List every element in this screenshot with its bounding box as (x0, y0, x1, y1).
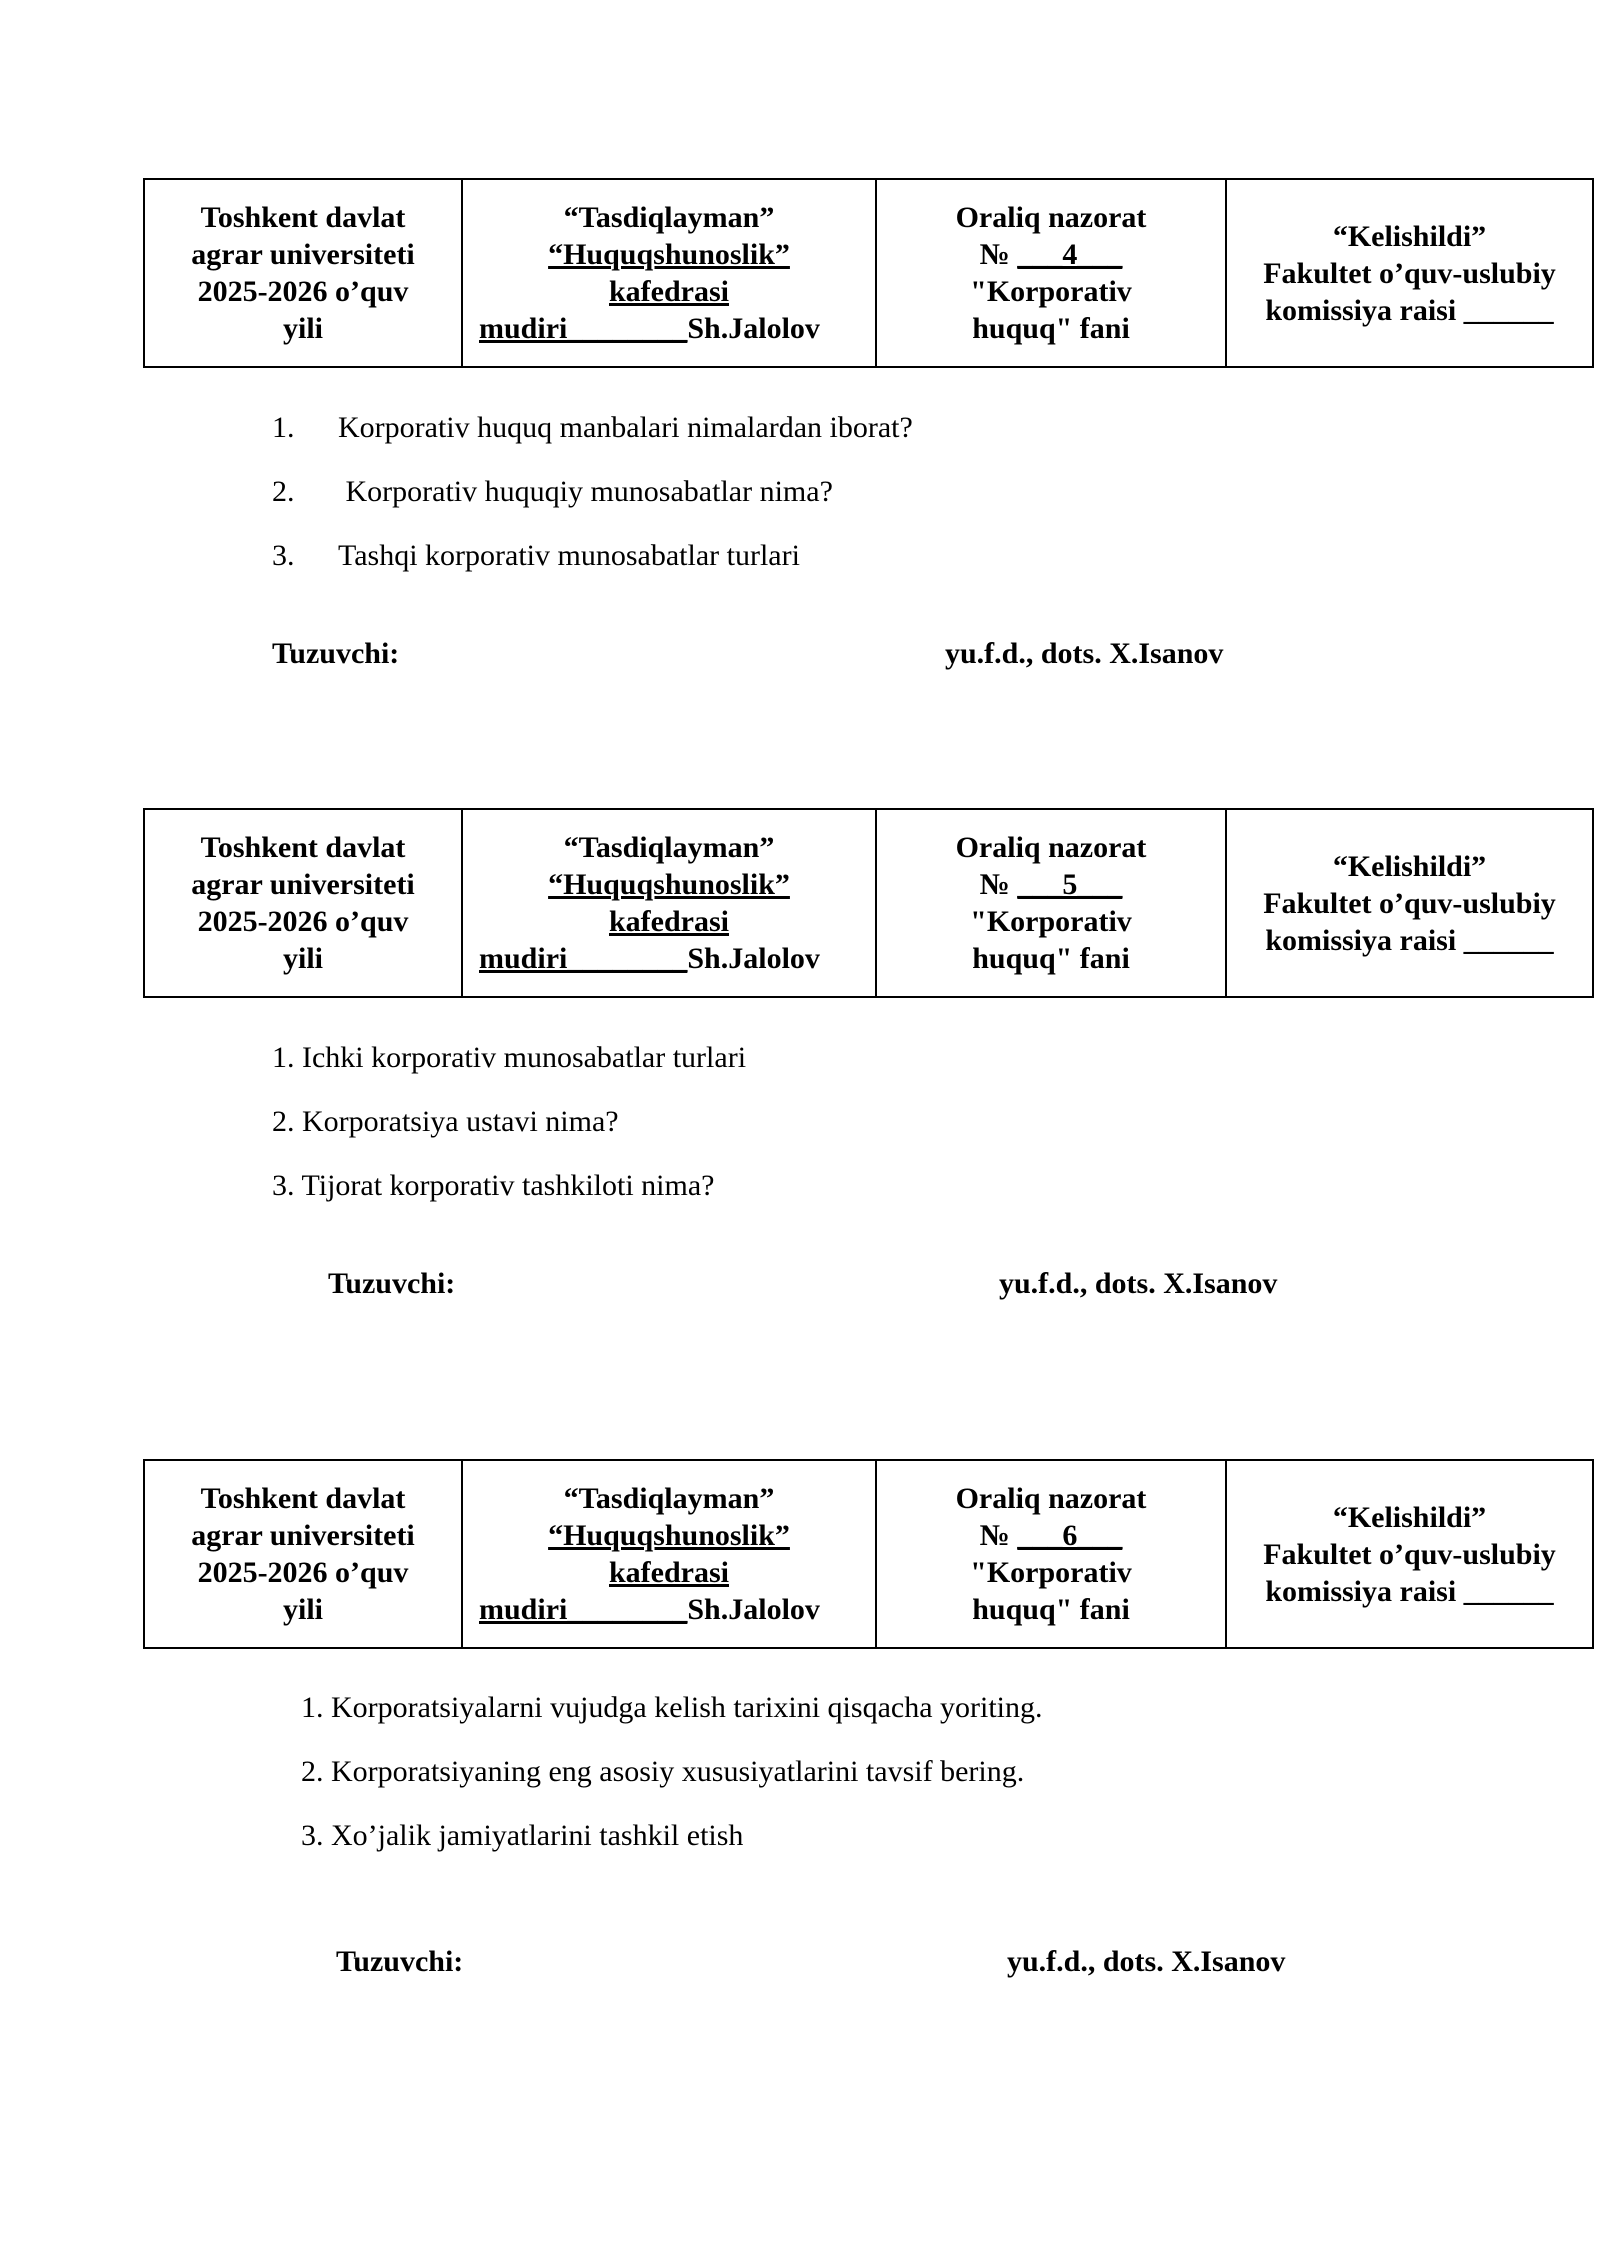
question-number: 2. (272, 1105, 295, 1138)
list-item (272, 475, 913, 539)
question-number: 3. (272, 1169, 295, 1202)
list-item (272, 1041, 746, 1105)
subject-line: "Korporativ (970, 275, 1132, 308)
agreement-line: komissiya raisi ______ (1265, 293, 1554, 327)
department-label: kafedrasi (609, 1556, 729, 1589)
list-item (272, 1105, 746, 1169)
agreement-title: “Kelishildi” (1332, 219, 1487, 253)
number-sign: № (979, 1519, 1018, 1552)
control-cell (876, 809, 1226, 997)
academic-year-line: 2025-2026 o’quv (197, 1556, 409, 1589)
approval-title: “Tasdiqlayman” (563, 831, 775, 864)
university-line: agrar universiteti (191, 868, 415, 901)
question-text: Korporatsiyalarni vujudga kelish tarixini qisqacha yoriting. (331, 1691, 1043, 1724)
question-list (301, 1691, 1043, 1883)
ticket-number-line (883, 866, 1219, 903)
academic-year-line: yili (282, 312, 323, 345)
academic-year-line: yili (282, 942, 323, 975)
agreement-title: “Kelishildi” (1332, 849, 1487, 883)
question-list (272, 411, 913, 603)
question-number: 3. (272, 539, 295, 572)
question-text: Korporatsiyaning eng asosiy xususiyatlarini tavsif bering. (331, 1755, 1025, 1788)
ticket-number-line (883, 1517, 1219, 1554)
list-item (272, 411, 913, 475)
author-label: Tuzuvchi: (272, 637, 400, 670)
agreement-title: “Kelishildi” (1332, 1500, 1487, 1534)
agreement-line: Fakultet o’quv-uslubiy (1263, 1537, 1556, 1571)
question-text: Korporativ huquq manbalari nimalardan iborat? (338, 411, 913, 444)
department-name: “Huquqshunoslik” (548, 868, 790, 901)
approval-cell (462, 1460, 876, 1648)
subject-line: huquq" fani (972, 1593, 1130, 1626)
agreement-cell (1226, 809, 1593, 997)
question-number: 3. (301, 1819, 324, 1852)
ticket-number: ___5___ (1017, 868, 1123, 901)
department-label: kafedrasi (609, 905, 729, 938)
question-text: Tashqi korporativ munosabatlar turlari (338, 539, 800, 572)
subject-line: huquq" fani (972, 312, 1130, 345)
department-label: kafedrasi (609, 275, 729, 308)
author-label: Tuzuvchi: (328, 1267, 456, 1300)
control-title: Oraliq nazorat (955, 1482, 1147, 1515)
agreement-line: komissiya raisi ______ (1265, 923, 1554, 957)
head-signature-line (469, 1591, 869, 1628)
list-item (301, 1755, 1043, 1819)
question-number: 2. (301, 1755, 324, 1788)
number-sign: № (979, 868, 1018, 901)
number-sign: № (979, 238, 1018, 271)
author-name: yu.f.d., dots. X.Isanov (945, 637, 1224, 670)
list-item (272, 539, 913, 603)
control-title: Oraliq nazorat (955, 831, 1147, 864)
academic-year-line: 2025-2026 o’quv (197, 275, 409, 308)
agreement-line: Fakultet o’quv-uslubiy (1263, 256, 1556, 290)
question-text: Xo’jalik jamiyatlarini tashkil etish (331, 1819, 744, 1852)
head-label: mudiri________ (479, 312, 688, 345)
university-line: Toshkent davlat (200, 1482, 406, 1515)
agreement-line: komissiya raisi ______ (1265, 1574, 1554, 1608)
academic-year-line: 2025-2026 o’quv (197, 905, 409, 938)
ticket-header-table (143, 1459, 1594, 1649)
head-label: mudiri________ (479, 942, 688, 975)
head-label: mudiri________ (479, 1593, 688, 1626)
department-name: “Huquqshunoslik” (548, 238, 790, 271)
control-title: Oraliq nazorat (955, 201, 1147, 234)
head-name: Sh.Jalolov (687, 312, 820, 345)
head-signature-line (469, 940, 869, 977)
head-signature-line (469, 310, 869, 347)
academic-year-line: yili (282, 1593, 323, 1626)
university-cell (144, 809, 462, 997)
subject-line: huquq" fani (972, 942, 1130, 975)
ticket-number-line (883, 236, 1219, 273)
agreement-cell (1226, 179, 1593, 367)
agreement-cell (1226, 1460, 1593, 1648)
question-text: Tijorat korporativ tashkiloti nima? (301, 1169, 715, 1202)
approval-title: “Tasdiqlayman” (563, 201, 775, 234)
control-cell (876, 179, 1226, 367)
ticket-header-table (143, 808, 1594, 998)
list-item (272, 1169, 746, 1233)
list-item (301, 1691, 1043, 1755)
question-list (272, 1041, 746, 1233)
university-line: Toshkent davlat (200, 831, 406, 864)
author-name: yu.f.d., dots. X.Isanov (999, 1267, 1278, 1300)
approval-cell (462, 809, 876, 997)
subject-line: "Korporativ (970, 905, 1132, 938)
question-number: 1. (301, 1691, 324, 1724)
university-line: agrar universiteti (191, 1519, 415, 1552)
approval-cell (462, 179, 876, 367)
question-number: 1. (272, 1041, 295, 1074)
university-cell (144, 179, 462, 367)
university-line: agrar universiteti (191, 238, 415, 271)
ticket-number: ___4___ (1017, 238, 1123, 271)
question-number: 1. (272, 411, 295, 444)
department-name: “Huquqshunoslik” (548, 1519, 790, 1552)
question-text: Korporatsiya ustavi nima? (302, 1105, 619, 1138)
head-name: Sh.Jalolov (687, 942, 820, 975)
author-name: yu.f.d., dots. X.Isanov (1007, 1945, 1286, 1978)
head-name: Sh.Jalolov (687, 1593, 820, 1626)
ticket-number: ___6___ (1017, 1519, 1123, 1552)
university-cell (144, 1460, 462, 1648)
question-text: Korporativ huquqiy munosabatlar nima? (338, 475, 833, 508)
question-text: Ichki korporativ munosabatlar turlari (302, 1041, 747, 1074)
university-line: Toshkent davlat (200, 201, 406, 234)
subject-line: "Korporativ (970, 1556, 1132, 1589)
list-item (301, 1819, 1043, 1883)
control-cell (876, 1460, 1226, 1648)
approval-title: “Tasdiqlayman” (563, 1482, 775, 1515)
agreement-line: Fakultet o’quv-uslubiy (1263, 886, 1556, 920)
author-label: Tuzuvchi: (336, 1945, 464, 1978)
ticket-header-table (143, 178, 1594, 368)
question-number: 2. (272, 475, 295, 508)
